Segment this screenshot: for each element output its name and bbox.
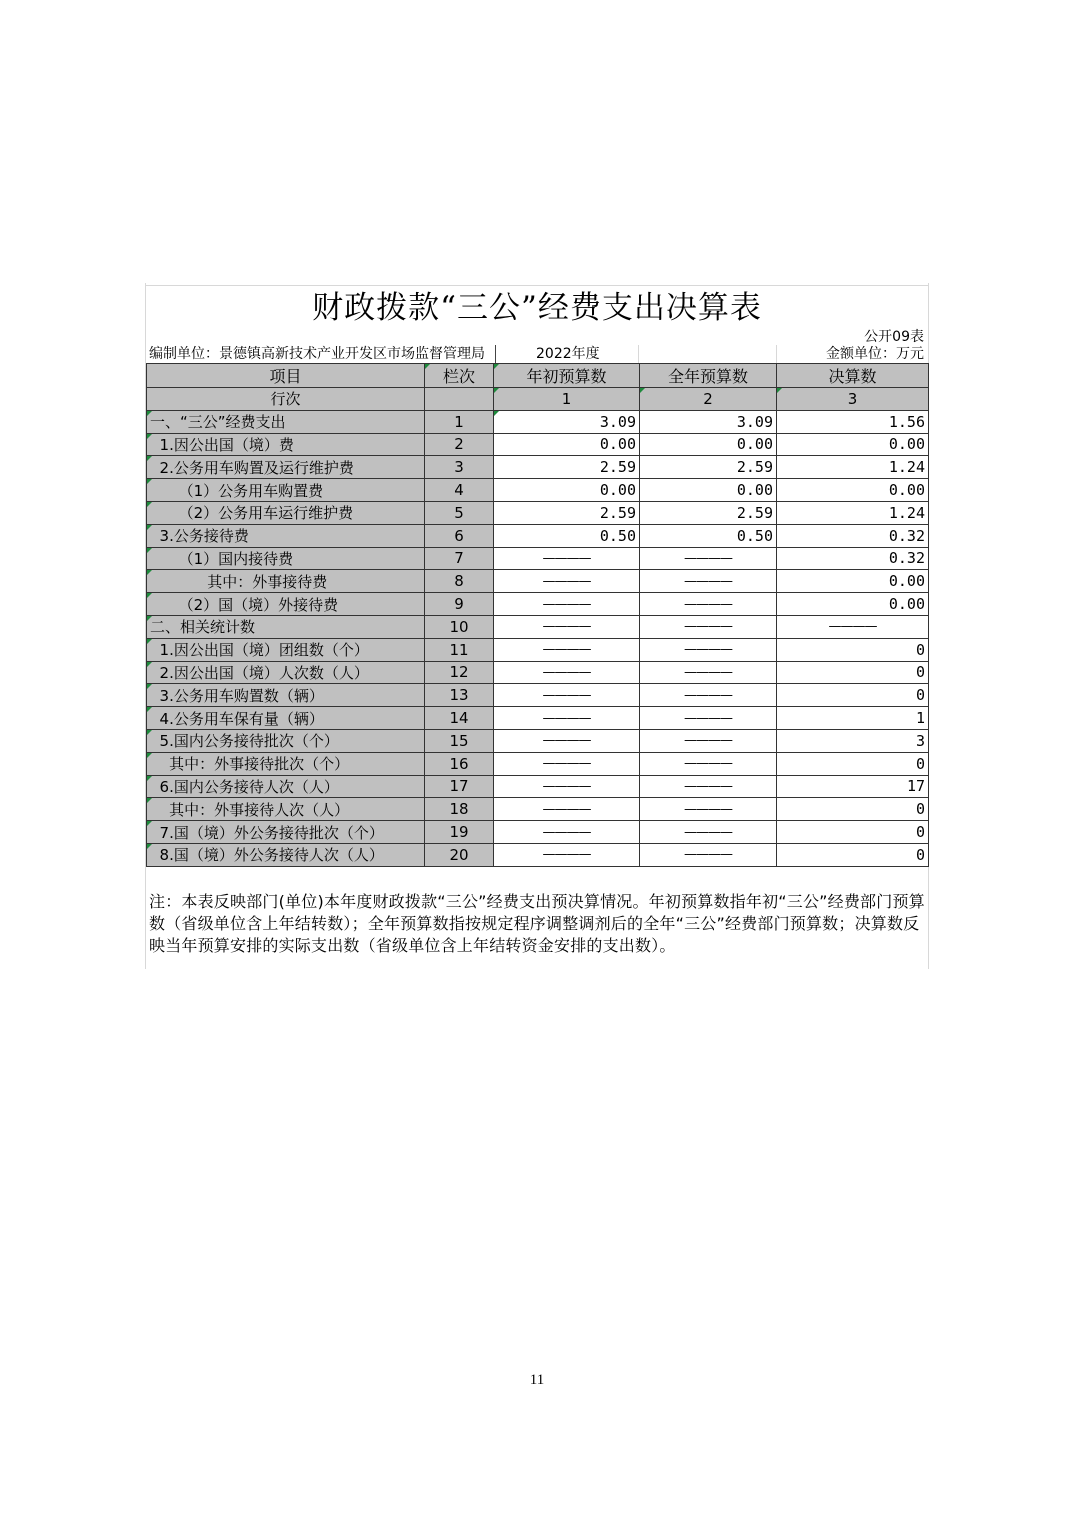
- row-final-account: 0: [777, 798, 929, 821]
- row-full-budget: ————: [640, 707, 777, 730]
- row-final-account: 0: [777, 752, 929, 775]
- row-full-budget: 0.00: [640, 479, 777, 502]
- row-initial-budget: ————: [494, 638, 640, 661]
- row-final-account: 1.24: [777, 456, 929, 479]
- row-initial-budget: ————: [494, 843, 640, 866]
- row-full-budget: ————: [640, 638, 777, 661]
- row-full-budget: ————: [640, 775, 777, 798]
- table-row: [147, 752, 929, 775]
- row-final-account: 1: [777, 707, 929, 730]
- table-row: [147, 729, 929, 752]
- row-final-account: 0: [777, 843, 929, 866]
- row-initial-budget: ————: [494, 615, 640, 638]
- row-col: 19: [425, 821, 494, 844]
- row-col: 1: [425, 410, 494, 433]
- row-item: 8.国（境）外公务接待人次（人）: [147, 843, 425, 866]
- row-item: 4.公务用车保有量（辆）: [147, 707, 425, 730]
- org-label: 编制单位：景德镇高新技术产业开发区市场监督管理局: [149, 345, 496, 363]
- table-body: [147, 410, 929, 866]
- row-col: 9: [425, 593, 494, 616]
- index-row: [147, 388, 929, 411]
- row-col: 20: [425, 843, 494, 866]
- table-row: [147, 661, 929, 684]
- footnote: 注：本表反映部门(单位)本年度财政拨款“三公”经费支出预决算情况。年初预算数指年初“三公”经费部门预算数（省级单位含上年结转数）；全年预算数指按规定程序调整调剂后的全年“三公”经费部门预算数；决算数反映当年预算安排的实际支出数（省级单位含上年结转资金安排的支出数）。: [149, 892, 925, 955]
- header-final-account: 决算数: [777, 364, 929, 388]
- row-initial-budget: ————: [494, 570, 640, 593]
- row-initial-budget: 0.00: [494, 479, 640, 502]
- row-item: （2）国（境）外接待费: [147, 593, 425, 616]
- row-col: 17: [425, 775, 494, 798]
- table-row: [147, 798, 929, 821]
- row-col: 15: [425, 729, 494, 752]
- row-final-account: 3: [777, 729, 929, 752]
- row-item: 6.国内公务接待人次（人）: [147, 775, 425, 798]
- row-final-account: 0.32: [777, 547, 929, 570]
- fiscal-year: 2022年度: [536, 346, 600, 362]
- row-item: 3.公务接待费: [147, 524, 425, 547]
- row-final-account: 1.56: [777, 410, 929, 433]
- index-initial: 1: [494, 388, 640, 411]
- row-item: 5.国内公务接待批次（个）: [147, 729, 425, 752]
- row-item: 其中：外事接待批次（个）: [147, 752, 425, 775]
- row-initial-budget: ————: [494, 821, 640, 844]
- header-item: 项目: [147, 364, 425, 388]
- row-col: 6: [425, 524, 494, 547]
- row-item: 7.国（境）外公务接待批次（个）: [147, 821, 425, 844]
- row-final-account: 0: [777, 661, 929, 684]
- row-full-budget: 0.50: [640, 524, 777, 547]
- row-col: 5: [425, 501, 494, 524]
- row-item: 2.公务用车购置及运行维护费: [147, 456, 425, 479]
- row-initial-budget: 2.59: [494, 456, 640, 479]
- table-row: [147, 684, 929, 707]
- row-col: 12: [425, 661, 494, 684]
- table-row: [147, 433, 929, 456]
- row-initial-budget: ————: [494, 775, 640, 798]
- row-final-account: 0.32: [777, 524, 929, 547]
- table-row: [147, 593, 929, 616]
- row-full-budget: 0.00: [640, 433, 777, 456]
- row-full-budget: ————: [640, 615, 777, 638]
- table-title: 财政拨款“三公”经费支出决算表: [146, 285, 928, 330]
- row-full-budget: ————: [640, 752, 777, 775]
- row-initial-budget: ————: [494, 707, 640, 730]
- row-col: 14: [425, 707, 494, 730]
- row-initial-budget: 2.59: [494, 501, 640, 524]
- row-item: （1）公务用车购置费: [147, 479, 425, 502]
- index-full: 2: [640, 388, 777, 411]
- row-full-budget: 3.09: [640, 410, 777, 433]
- spreadsheet-page: [145, 283, 929, 969]
- header-full-budget: 全年预算数: [640, 364, 777, 388]
- row-item: 一、“三公”经费支出: [147, 410, 425, 433]
- index-col: [425, 388, 494, 411]
- row-initial-budget: ————: [494, 547, 640, 570]
- table-row: [147, 570, 929, 593]
- header-initial-budget: 年初预算数: [494, 364, 640, 388]
- row-item: （1）国内接待费: [147, 547, 425, 570]
- header-row: [147, 364, 929, 388]
- row-col: 4: [425, 479, 494, 502]
- row-full-budget: ————: [640, 684, 777, 707]
- row-final-account: 1.24: [777, 501, 929, 524]
- row-col: 11: [425, 638, 494, 661]
- table-row: [147, 821, 929, 844]
- row-initial-budget: ————: [494, 684, 640, 707]
- table-row: [147, 501, 929, 524]
- row-final-account: 0: [777, 638, 929, 661]
- row-full-budget: 2.59: [640, 501, 777, 524]
- table-row: [147, 524, 929, 547]
- row-item: 二、相关统计数: [147, 615, 425, 638]
- table-row: [147, 410, 929, 433]
- row-final-account: 17: [777, 775, 929, 798]
- row-final-account: 0.00: [777, 593, 929, 616]
- index-final: 3: [777, 388, 929, 411]
- row-full-budget: ————: [640, 593, 777, 616]
- row-full-budget: ————: [640, 843, 777, 866]
- row-full-budget: ————: [640, 661, 777, 684]
- row-initial-budget: 0.00: [494, 433, 640, 456]
- table-row: [147, 615, 929, 638]
- row-item: 1.因公出国（境）团组数（个）: [147, 638, 425, 661]
- row-initial-budget: ————: [494, 752, 640, 775]
- cell-divider: [638, 345, 639, 363]
- row-col: 7: [425, 547, 494, 570]
- row-full-budget: ————: [640, 547, 777, 570]
- row-col: 8: [425, 570, 494, 593]
- header-col: 栏次: [425, 364, 494, 388]
- row-final-account: 0: [777, 684, 929, 707]
- row-full-budget: ————: [640, 821, 777, 844]
- row-final-account: 0: [777, 821, 929, 844]
- row-col: 16: [425, 752, 494, 775]
- row-initial-budget: ————: [494, 661, 640, 684]
- row-col: 2: [425, 433, 494, 456]
- table-row: [147, 638, 929, 661]
- row-full-budget: ————: [640, 570, 777, 593]
- form-number: 公开09表: [864, 329, 924, 345]
- row-final-account: 0.00: [777, 479, 929, 502]
- table-row: [147, 775, 929, 798]
- row-full-budget: ————: [640, 798, 777, 821]
- row-initial-budget: ————: [494, 593, 640, 616]
- cell-divider: [776, 345, 777, 363]
- row-initial-budget: 3.09: [494, 410, 640, 433]
- row-item: 2.因公出国（境）人次数（人）: [147, 661, 425, 684]
- row-item: （2）公务用车运行维护费: [147, 501, 425, 524]
- table-row: [147, 479, 929, 502]
- row-full-budget: ————: [640, 729, 777, 752]
- budget-table: [146, 363, 929, 867]
- row-final-account: 0.00: [777, 433, 929, 456]
- table-row: [147, 547, 929, 570]
- row-col: 10: [425, 615, 494, 638]
- row-full-budget: 2.59: [640, 456, 777, 479]
- row-initial-budget: ————: [494, 798, 640, 821]
- row-item: 1.因公出国（境）费: [147, 433, 425, 456]
- table-row: [147, 843, 929, 866]
- index-label: 行次: [147, 388, 425, 411]
- row-col: 13: [425, 684, 494, 707]
- row-item: 其中：外事接待费: [147, 570, 425, 593]
- row-initial-budget: ————: [494, 729, 640, 752]
- row-item: 3.公务用车购置数（辆）: [147, 684, 425, 707]
- amount-unit: 金额单位：万元: [826, 346, 924, 362]
- table-row: [147, 707, 929, 730]
- row-item: 其中：外事接待人次（人）: [147, 798, 425, 821]
- row-col: 18: [425, 798, 494, 821]
- table-row: [147, 456, 929, 479]
- org-info-line: [146, 345, 928, 363]
- row-final-account: ————: [777, 615, 929, 638]
- row-final-account: 0.00: [777, 570, 929, 593]
- row-col: 3: [425, 456, 494, 479]
- row-initial-budget: 0.50: [494, 524, 640, 547]
- page-number: 11: [529, 1372, 545, 1388]
